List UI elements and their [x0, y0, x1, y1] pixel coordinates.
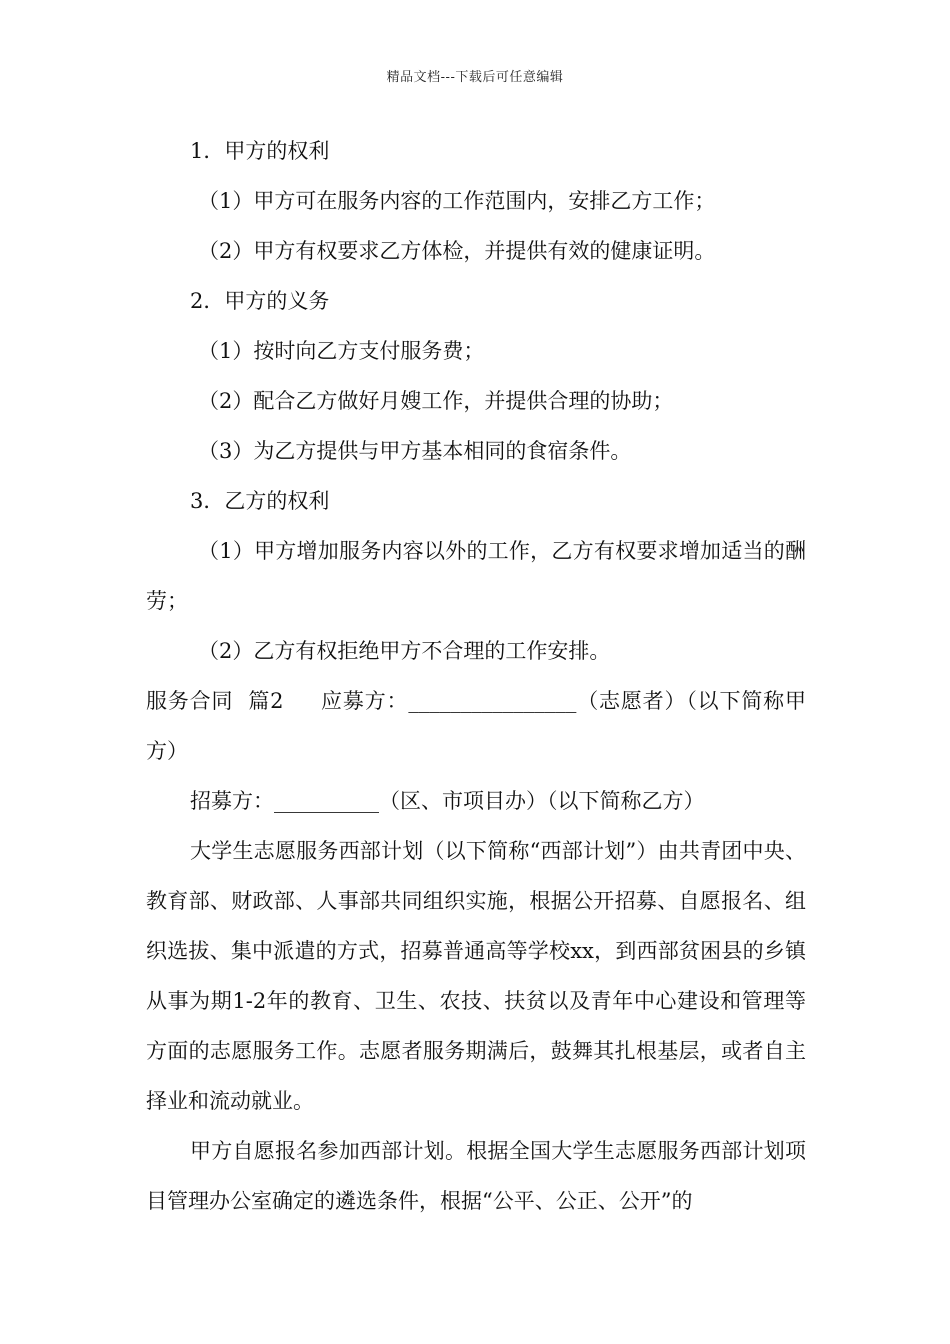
list-item: （1）甲方增加服务内容以外的工作，乙方有权要求增加适当的酬劳；	[146, 539, 806, 613]
list-item: （2）配合乙方做好月嫂工作，并提供合理的协助；	[198, 389, 674, 413]
list-item: （1）甲方可在服务内容的工作范围内，安排乙方工作；	[198, 189, 716, 213]
page-header: 精品文档---下载后可任意编辑	[386, 70, 564, 85]
paragraph: 大学生志愿服务西部计划（以下简称“西部计划”）由共青团中央、教育部、财政部、人事部共同组织实施，根据公开招募、自愿报名、组织选拔、集中派遣的方式，招募普通高等学校xx，到西部贫困县的乡镇从事为期1-2年的教育、卫生、农技、扶贫以及青年中心建设和管理等方面的志愿服务工作。志愿者服务期满后，鼓舞其扎根基层，或者自主择业和流动就业。	[146, 839, 806, 1113]
section-heading-2: 2．甲方的义务	[190, 289, 330, 313]
list-item: （1）按时向乙方支付服务费；	[198, 339, 485, 363]
list-item: （2）甲方有权要求乙方体检，并提供有效的健康证明。	[198, 239, 716, 263]
recruiter-line: 招募方：__________（区、市项目办）（以下简称乙方）	[190, 789, 705, 813]
document-body	[146, 126, 806, 1226]
section-heading-3: 3．乙方的权利	[190, 489, 330, 513]
section-heading-1: 1．甲方的权利	[190, 139, 330, 163]
list-item: （3）为乙方提供与甲方基本相同的食宿条件。	[198, 439, 632, 463]
contract-2-intro: 服务合同 篇2 应募方：________________（志愿者）（以下简称甲方）	[146, 689, 806, 763]
list-item: （2）乙方有权拒绝甲方不合理的工作安排。	[198, 639, 611, 663]
paragraph: 甲方自愿报名参加西部计划。根据全国大学生志愿服务西部计划项目管理办公室确定的遴选条件，根据“公平、公正、公开”的	[146, 1139, 806, 1213]
